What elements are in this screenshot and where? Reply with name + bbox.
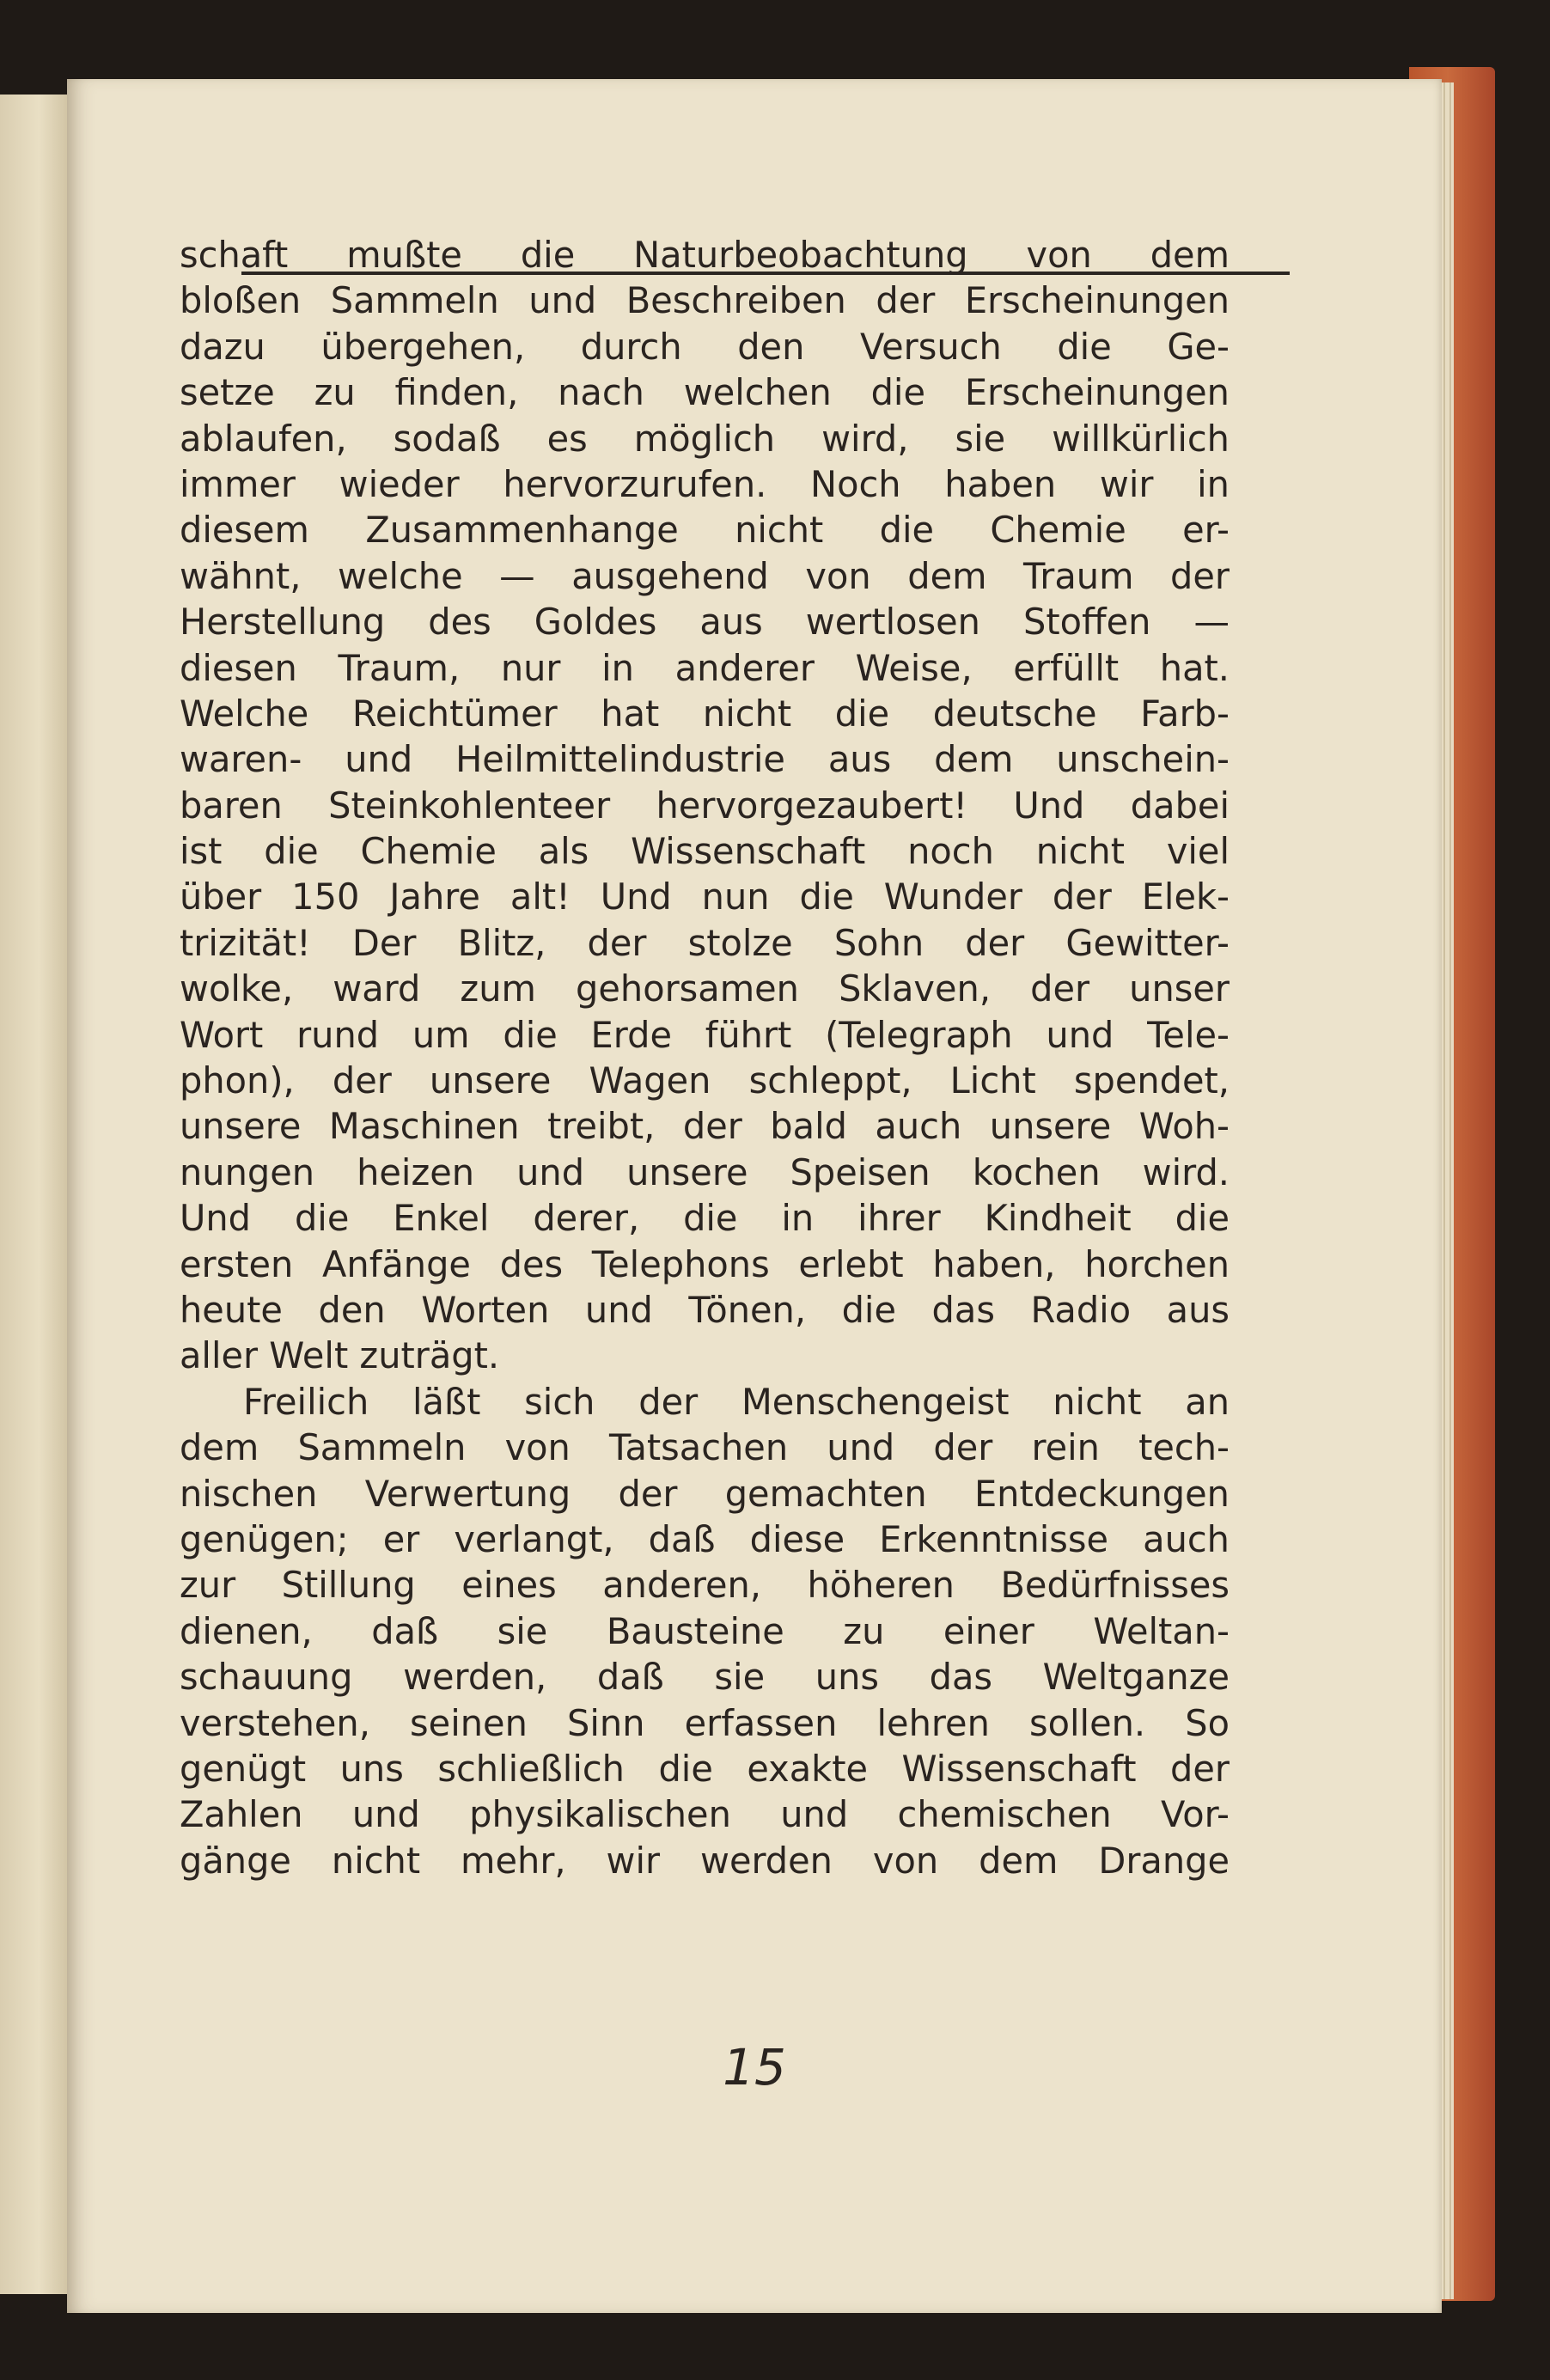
text-line: schaft mußte die Naturbeobachtung von dem [180,234,1230,276]
text-line: immer wieder hervorzurufen. Noch haben wir in [180,462,1230,505]
text-line: dazu übergehen, durch den Versuch die Ge- [180,325,1230,368]
text-line: diesem Zusammenhange nicht die Chemie er- [180,509,1230,552]
text-line: wähnt, welche — ausgehend von dem Traum der [180,554,1230,597]
text-line: nischen Verwertung der gemachten Entdeckungen [180,1472,1230,1515]
text-line: nungen heizen und unsere Speisen kochen wird. [180,1150,1230,1193]
text-line: diesen Traum, nur in anderer Weise, erfüllt hat. [180,646,1230,689]
text-line: Wort rund um die Erde führt (Telegraph und Tele- [180,1013,1230,1056]
text-line: zur Stillung eines anderen, höheren Bedürfnisses [180,1564,1230,1607]
text-line: waren- und Heilmittelindustrie aus dem unschein- [180,738,1230,781]
text-line: dem Sammeln von Tatsachen und der rein tech- [180,1426,1230,1469]
text-line: über 150 Jahre alt! Und nun die Wunder der Elek- [180,876,1230,918]
left-page-edge [0,95,70,2294]
text-line: wolke, ward zum gehorsamen Sklaven, der unser [180,967,1230,1010]
text-line: Und die Enkel derer, die in ihrer Kindheit die [180,1197,1230,1240]
text-line: unsere Maschinen treibt, der bald auch unsere Woh- [180,1105,1230,1148]
text-line: heute den Worten und Tönen, die das Radio aus [180,1288,1230,1331]
text-line: bloßen Sammeln und Beschreiben der Erscheinungen [180,279,1230,322]
text-line: aller Welt zuträgt. [180,1334,500,1377]
text-line: Welche Reichtümer hat nicht die deutsche Farb- [180,692,1230,735]
text-line: Herstellung des Goldes aus wertlosen Stoffen — [180,601,1230,644]
text-line: dienen, daß sie Bausteine zu einer Weltan- [180,1609,1230,1652]
text-line: ersten Anfänge des Telephons erlebt haben, horchen [180,1242,1230,1285]
text-line: phon), der unsere Wagen schleppt, Licht spendet, [180,1059,1230,1102]
text-line: schauung werden, daß sie uns das Weltganze [180,1656,1230,1699]
text-line: gänge nicht mehr, wir werden von dem Drange [180,1839,1230,1882]
text-line: Freilich läßt sich der Menschengeist nicht an [243,1380,1230,1423]
text-line: setze zu finden, nach welchen die Erscheinungen [180,371,1230,414]
text-line: trizität! Der Blitz, der stolze Sohn der Gewitter- [180,921,1230,964]
text-line: verstehen, seinen Sinn erfassen lehren sollen. So [180,1701,1230,1744]
text-line: ablaufen, sodaß es möglich wird, sie willkürlich [180,417,1230,460]
text-line: ist die Chemie als Wissenschaft noch nicht viel [180,830,1230,873]
text-line: baren Steinkohlenteer hervorgezaubert! Und dabei [180,784,1230,827]
page-number: 15 [723,2038,786,2096]
text-line: genügt uns schließlich die exakte Wissenschaft der [180,1747,1230,1790]
text-line: Zahlen und physikalischen und chemischen Vor- [180,1793,1230,1836]
text-line: genügen; er verlangt, daß diese Erkenntnisse auch [180,1517,1230,1560]
body-text [180,232,1230,1883]
